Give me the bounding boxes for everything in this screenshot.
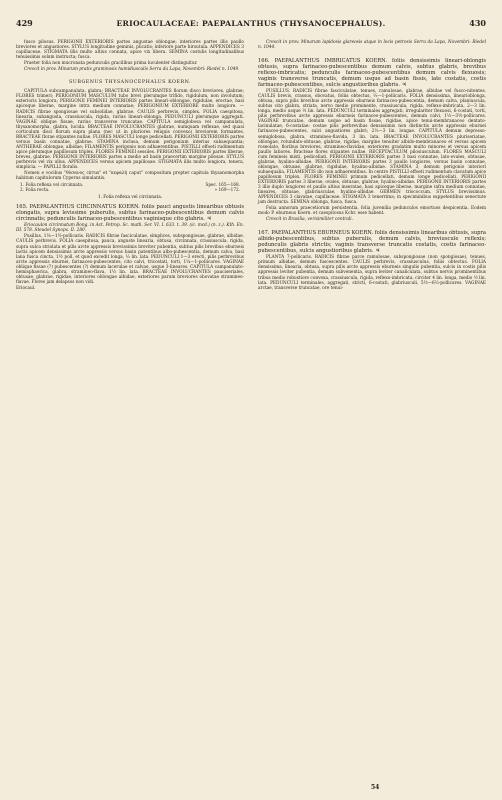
- running-title: ERIOCAULACEAE: PAEPALANTHUS (THYSANOCEPHALUS).: [116, 19, 386, 28]
- signature-mark: 54: [371, 784, 380, 791]
- right-paragraph-1: Crescit in prov. Minarum lapidosis glareosis atque in locis petrosis Serra da Lapa, Novembri: Riedel n. 1044.: [258, 40, 486, 51]
- running-header: [16, 18, 486, 32]
- entry-167-description: PLANTA 7-pollicaris. RADICIS fibrae parce ramulosae, subspongiosae (non spongiosae), tenues, primum albidae, demum fuscescentes. CAULIS perbrevis, crassiusculus, foliis obtectus. FOLIA densissima, linearia, obtusa, supra pilis arcte appressis eburneis singulis pubentia, sulcis in costis pilis appressis leviter pubentia, demum subvenentia, supra leviter canaliculata, subtus nervis prominentibus tribus medio robustiore convexa, crassiuscula, rigida, reflexo-imbricata, circiter 4 lin. longa, medio ½ lin. lata. PEDUNCULI terminales, aggregati, stricti, 6-costati, glabriusculi, 5½—6⅔-pollicares. VAGINAE arctae, transverse truncatae, ore tenui-: [258, 255, 486, 291]
- entry-166-title: 166. PAEPALANTHUS IMBRICATUS KOERN. foliis densissimis lineari-oblongis obtusis, supra farinaceo-pubescentibus demum calvis, subtus glabris, brevibus reflexo-imbricatis; pedunculis farinaceo-pubescentibus demum calvis flexuosis; vaginis transverse truncatis, demum usque ad basin fissis, late costatis, costis farinaceo-pubescentibus, sulcis angustioribus glabris. ♃: [258, 58, 486, 89]
- subgenus-etymology: Nomen e vocibus "θύσανος cirrus" et "κεφαλή caput" compositum propter capitula thysanomorpha habitum capitulorum Cyperus simulantis.: [16, 171, 244, 182]
- left-column: [16, 40, 244, 292]
- subgenus-heading: SUBGENUS THYSANOCEPHALUS KOERN.: [69, 80, 191, 86]
- left-paragraph-2: Praeter folia non mucronata pedunculis gracilibus prima luculenter distinguitur.: [24, 61, 198, 67]
- entry-166-description: PUSILLUS. RADICIS fibrae fasciculatae, tenues, ramulosae, glabrae, albidae vel fusco-nitentes. CAULIS brevis, crassus, obovatus, foliis obtectus, ⅔—1-pollicaris. FOLIA densissima, linearioblonga, obtusa, supra pilis brevibus arcte appressis eburneis farinaceo-pubescentia, demum calva, planiuscula, subtus cito glabra, striata, nervo medio prominente, crassiuscula, rigida, reflexo-imbricata, 2—3 lin. longa, medio usque ½ lin. lata. PEDUNCULI terminales aggregati, irregulariter flexuosi, 6-costati, torti, pilis perbrevibus arcte appressis eburneis farinaceo-pubescentes, demum calvi, 1½—3½-pollicares. VAGINAE truncatae, demum usque ad basin fissae, rigidae, apice tenui-membranaceo dentato-lacinulatae, 6-costatae: costae pilis perbrevibus densissimis non distinctis arcte appressis eburnei farinaceo-pubescentes, sulci angustiores glabri; 2⅓—3 lin. longae. CAPITULA demum depresso-semiglobosa, glabra, stramineo-flavida, 3 lin. lata. BRACTEAE INVOLUCRANTES pluriseriatae, oblongae, rotundato-obtusae, glabrae, rigidae, margine tenuiter albido-membranaceo et versus apicem roseolato, floribus breviores, stramineo-flavidae, exteriores gradatim multo minores et versus apicem paullo latiores. Bracteae flores stipantes nullae. RECEPTACULUM pilosiusculum. FLORES MASCULI cum femineis mixti, pedicellati. PERIGONII EXTERIORIS partes 3 basi connatae, lato-ovales, obtusae, glabrae, hyalino-albidae. PERIGONII INTERIORIS partes 3 paullo longiores, versus basin connatae, oblongae, obtusae, glabrae, rigidulae, hyalino-albidae. STAMINA 3, demum perigonio interiori subaequalia, FILAMENTIS illo non adhaerentibus. In centro PISTILLI effoeti rudimentum clavatum apice papillosum triplex. FLORES FEMINEI primum pedicellati, demum longe pedicellati. PERIGONII EXTERIORIS partes 3 liberae, ovales, obtusae, glabrae, hyalino-albidae. PERIGONII INTERIORIS partes 3 illis duplo longiores et paullo altius inseratae, basi apiceque liberae, margine infra medium connatae, lineares, obtusae, glabriusculae, hyalino-albidae. GERMEN triococcum. STYLUS brevissimus. APPENDICES 3 clavatae, capillaceae. STIGMATA 3 tenerrima; in speciminibus suppetentibus senectute jam destructa. SEMINA oblonga, fusca, fusca.: [258, 89, 486, 206]
- subgenus-description: CAPITULA subcampanulata, glabra; BRACTEAE INVOLUCRANTES florum disco breviores, glabrae; FLORES trimeri; PERIGONIUM MASCULUM tubo brevi plerumque trifido, rigidulum, non involutum; exterioris longiora; PERIGONII FEMINEI INTERIORIS partes lineari-oblongae, rigidulae, erectae, basi apiceque liberae, margine intra medium connatae; PERIGONIUM EXTERIORE multo longiore. — RADICIS fibrae spongiosae vel subsolidae, glabrae. CAULIS perbrevis, simplex. FOLIA caespitosa, linearia, subangusta, crassiuscula, rigida, rarius lineari-oblonga. PEDUNCULI plerumque aggregati. VAGINAE oblique fissae, rarius transverse truncatae. CAPITULA semiglobosa vel campanulata, thysanomorpha, glabra, lucida. BRACTEAE INVOLUCRANTES glabrae, numquam reflexae, sed quasi corticulum disci florum supra plana (nec ut in pluriores reliquis convexo) breviorem formantes. BRACTEAE florae stipantes nullae. FLORES MASCULI longe pedicellati. PERIGONII EXTERIORIS partes versus basin connatae, glabrae. STAMINA inclusa, demum perigonium interius subaequantia; ANTHERAE oblongae, albidae; FILAMENTIS perigonio non adhaerentibus. PISTILLI effoeti rudimentum apice plerumque papillosum triplex. FLORES FEMINEI sessiles. PERIGONII EXTERIORIS partes liberae, breves, glabrae. PERIGONII INTERIORIS partes a medio ad basin praecertim margine pilosae. STYLUS perbrevis vel vix ullus. APPENDICES versus apicem papillosae. STIGMATA illis multo longiora, tenera, simplicia. — PAPILLI floralis.: [16, 89, 244, 171]
- entry-165-title: 165. PAEPALANTHUS CIRCINNATUS KOERN. foliis pauci angustis linearibus obtusis elongatis, supra levissime puberulis, subtus farinaceo-pubescentibus demum calvis circinnatis; pedunculis farinaceo-pubescentibus vaginisque cito glabris. ♃: [16, 204, 244, 223]
- entry-165-description: Pusillus, 1¼—1½-pollicaris. RADICIS fibrae fasciculatae, simplices, subspongiosae, glabrae, albidae. CAULIS perbrevis. FOLIA caespitosa, pauca, anguste linearia, obtusa, circinnata, crassiuscula, rigida, supra sulca striolata et pilis arcte appressis brevissimis breviter pubentia, subtus pilis brevibus eburneis lactis apicem densissimis arcte appressis versus basin patentibus albo-pubescentia, demum calva, basi lana fusca cincta, 1½ poll. et quod excedit longa, ⅓ lin. lata. PEDUNCULI 1—3 erecti, pilis perbrevibus arcte appressis eburnei, farinaceo-pubescentes, cito calvi, tricostati, torti, 1¼—1-pollicares. VAGINAE oblique fissae (?) pubescentes (?) demum lacerulae et calvae, usque 3-lineares. CAPITULA campanulato-hemisphaerica, glabra, stramineo-flava, 1½ lin. lata. BRACTEAE INVOLUCRANTES pauciseriales, obtusae, glabrae, rigidae, interiores oblongae albidae, exteriores parum breviores obovatae stramineo-flavae. Flores jam delapsos non vidi.: [16, 234, 244, 285]
- entry-167-title: 167. PAEPALANTHUS EBURNEUS KOERN. foliis densissimis linearibus obtusis, supra albido-pubescentibus, subtus puberulis, demum calvis, breviuscule reflexis; pedunculis glabris strictis; vaginis transverse truncatis costatis, costis farinaceo-pubescentibus, sulcis angustioribus glabris. ♃: [258, 230, 486, 255]
- left-paragraph-3: Crescit in prov. Minarum pratis graminosis humidiusculis Serra da Lapa, Novembri: Riedel n. 1049.: [24, 67, 240, 73]
- section-caption: 1. Folia reflexa vel circinnata.: [97, 195, 163, 201]
- entry-166-locality: Crescit in Brasilia, verisimiliter centrali.: [266, 217, 353, 223]
- key-row-2-label: 2. Folia recta.: [20, 187, 50, 193]
- key-row-1-label: 1. Folia reflexa vel circinnata.: [20, 182, 84, 188]
- key-row-2-ref: » 169—172.: [214, 187, 240, 193]
- left-paragraph-1: fusco pilosus. PERIGONII EXTERIORIS partes angustae oblongae; interiores partes illis paullo breviores et angustiores. STYLUS longitudine geminis, plicatis; inferiore parte hirsutula. APPENDICES 3 capillaceae. STIGMATA illis multo altius connata, apice vix libera. SEMINA costulis longitudinalibus tenuissimis solum instructa; fusca.: [16, 40, 244, 61]
- entry-166-note: Folia annorum praecetiorum persistentia, folia juvenilia pedunculos emortuos despicentia. Eodem modo P. eburneus Koern. et caespitosus Kchr. esse habent.: [258, 206, 486, 217]
- page-number-left: 429: [16, 18, 33, 28]
- bottom-signature: Eriocaul.: [16, 285, 36, 291]
- key-row-2: [16, 187, 244, 192]
- page-number-right: 430: [469, 18, 486, 28]
- key-row-1-ref: Spec. 165—168.: [205, 182, 240, 188]
- right-column: [258, 40, 486, 292]
- entry-165-synonymy: Eriocaulon circinnatum Bong. in Act. Petrop. Sc. math. Ser. VI. I. 633. t. 39. (ic. mcd.) (n. z.). Kth. En. III. 578. Steudel Synops. II. 280.: [16, 223, 244, 234]
